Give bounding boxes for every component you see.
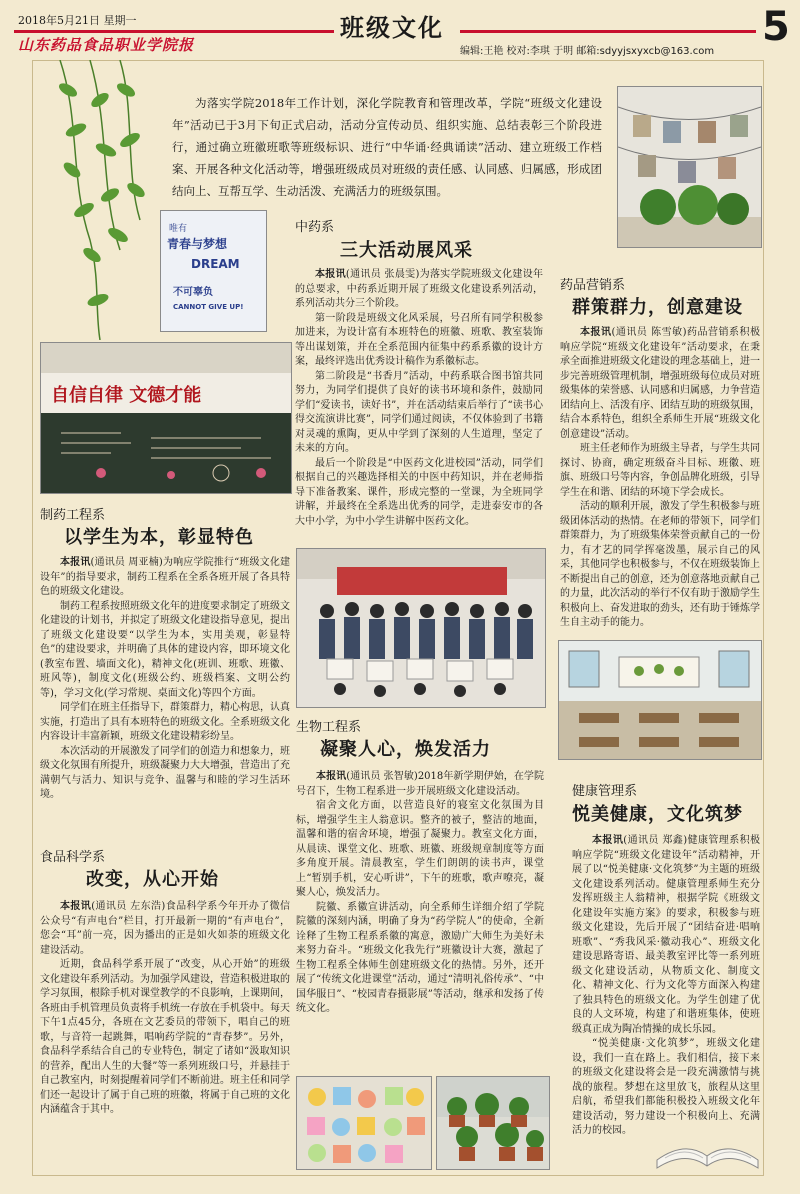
paragraph: 2018年新学期伊始，在学院号召下，生物工程系进一步开展班级文化建设活动。 <box>296 771 545 797</box>
reporter: (通讯员 周亚楠) <box>90 557 163 568</box>
paragraph: 班主任老师作为班级主导者，与学生共同探讨、协商，确定班级奋斗目标、班徽、班旗、班级口号等内容，争创品牌化班级，引导学生在和谐、团结的环境下学会成长。 <box>560 443 760 498</box>
article-zhongyao-headline: 三大活动展风采 <box>340 240 473 261</box>
article-shengwu-dept: 生物工程系 <box>296 720 362 735</box>
paragraph: 为落实学院班级文化建设年的总要求，中药系近期开展了班级文化建设系列活动，系列活动共分三个阶段。 <box>295 269 544 309</box>
article-shengwu-body <box>296 770 544 1017</box>
article-shipin-body <box>40 900 290 1118</box>
photo-dream-card <box>160 210 267 332</box>
byline: 本报讯 <box>60 557 91 568</box>
masthead-rule-right <box>460 30 756 33</box>
masthead-rule-left <box>14 30 334 33</box>
article-zhiyao-body <box>40 556 290 803</box>
paragraph: 活动的顺利开展，激发了学生积极参与班级团体活动的热情。在老师的带领下，同学们群策群力，为了班级集体荣誉贡献自己的一份力，有才艺的同学挥毫泼墨，展示自己的风采，其他同学也积极参与，不仅在班级装饰上不断提出自己的创意，还为创意落地贡献自己的力量，此次活动的举行不仅有助于激励学生积极向上、奋发进取的劲头，还有助于锤炼学生自主动手的能力。 <box>560 501 760 628</box>
article-shipin-headline: 改变，从心开始 <box>86 869 219 890</box>
intro-paragraph: 为落实学院2018年工作计划，深化学院教育和管理改革，学院“班级文化建设年”活动已于3月下旬正式启动，活动分宣传动员、组织实施、总结表彰三个阶段进行，通过确立班徽班歌等班级标识、进行“中华诵·经典诵读”活动、建立班级工作档案、开展各种文化活动等，增强班级成员对班级的责任感、认同感、归属感，形成团结向上、互帮互学、生动活泼、充满活力的班级氛围。 <box>172 96 602 198</box>
dream-line-4: 不可辜负 <box>173 287 213 298</box>
byline: 本报讯 <box>60 901 92 912</box>
photo-blackboard-banner <box>40 342 292 494</box>
article-zhongyao-dept: 中药系 <box>295 220 335 235</box>
dream-line-2: 青春与梦想 <box>167 237 228 251</box>
reporter: (通讯员 张晨雯) <box>345 269 420 280</box>
photo-group <box>296 548 546 708</box>
byline: 本报讯 <box>316 771 347 782</box>
reporter: (通讯员 郑鑫) <box>623 835 688 846</box>
page-number: 5 <box>762 4 790 50</box>
section-title: 班级文化 <box>340 13 444 42</box>
plant-icon <box>40 60 160 340</box>
article-shengwu-headline: 凝聚人心，焕发活力 <box>320 739 491 760</box>
article-zhiyao-dept: 制药工程系 <box>40 508 106 523</box>
byline: 本报讯 <box>315 269 346 280</box>
photo-potted-plants <box>436 1076 550 1170</box>
article-yaopin-dept: 药品营销系 <box>560 278 626 293</box>
article-jiankang-body <box>572 834 760 1139</box>
photo-hanging-pictures <box>617 86 762 248</box>
dream-line-1: 唯有 <box>169 224 188 234</box>
photo-wish-board <box>296 1076 432 1170</box>
book-decoration <box>655 1110 760 1172</box>
reporter: (通讯员 陈雪敏) <box>611 327 687 338</box>
article-yaopin-body <box>560 326 760 631</box>
article-jiankang-headline: 悦美健康，文化筑梦 <box>572 804 743 825</box>
hanging-plant-decoration <box>40 60 160 340</box>
reporter: (通讯员 张智敏) <box>346 771 418 782</box>
byline: 本报讯 <box>592 835 624 846</box>
paragraph: 宿舍文化方面，以营造良好的寝室文化氛围为目标，增强学生主人翁意识。整齐的被子，整洁的地面，温馨和谐的宿舍环境，增强了凝聚力。教室文化方面，从晨读、课堂文化、班歌、班徽、班级规章制度等方面多角度开展。清晨教室，学生们朗朗的读书声，课堂上“暂别手机，安心听讲”，下午的班歌，歌声嘹亮，凝聚人心，焕发活力。 <box>296 800 544 898</box>
dream-line-5: CANNOT GIVE UP! <box>173 303 244 311</box>
reporter: (通讯员 左东浩) <box>91 901 166 912</box>
editor-credits: 编辑:王艳 校对:李琪 于明 邮箱:sdyyjsxyxcb@163.com <box>460 46 715 57</box>
paragraph: 同学们在班主任指导下，群策群力，精心构思，认真实施，打造出了具有本班特色的班级文化。全系班级文化内容设计丰富新颖，班级文化建设精彩纷呈。 <box>40 702 290 742</box>
article-shipin-dept: 食品科学系 <box>40 850 106 865</box>
newspaper-name: 山东药品食品职业学院报 <box>18 36 195 54</box>
paragraph: 制药工程系按照班级文化年的进度要求制定了班级文化建设的计划书，并拟定了班级文化建设指导意见，提出了班级文化建设要“以学生为本，实用美观，彰显特色”的建设要求，并明确了具体的建设内容，即环境文化(教室布置、墙面文化)，精神文化(班训、班歌、班徽、班风等)，制度文化(班级公约、班级档案、文明公约等)，学习文化(学习常规、桌面文化)等四个方面。 <box>40 600 290 699</box>
paragraph: 第一阶段是班级文化风采展，号召所有同学积极参加进来，为设计富有本班特色的班徽、班歌、教室装饰等出谋划策，并在全系范围内征集中药系系徽的设计方案，最终评选出优秀设计稿作为系徽标志。 <box>295 312 543 367</box>
byline: 本报讯 <box>580 327 612 338</box>
dream-line-3: DREAM <box>191 257 240 271</box>
paragraph: “悦美健康·文化筑梦”，班级文化建设，我们一直在路上。我们相信，接下来的班级文化建设将会是一段充满激情与挑战的旅程。梦想在这里放飞，旅程从这里启航，希望我们都能积极投入班级文化年建设活动，努力建设一个积极向上、充满活力的校园。 <box>572 1038 760 1136</box>
photo-classroom <box>558 640 762 760</box>
paragraph: 食品科学系今年开办了微信公众号“有声电台”栏目，打开最新一期的“有声电台”，您会“耳”前一亮，因为播出的正是如火如荼的班级文化建设活动。 <box>40 901 291 956</box>
paragraph: 健康管理系积极响应学院“班级文化建设年”活动精神，开展了以“悦美健康·文化筑梦”为主题的班级文化建设系列活动。健康管理系师生充分发挥班级主人翁精神，根据学院《班级文化建设年实施方案》的要求，积极参与班级文化建设，先后开展了“团结奋进·唱响班歌”、“秀我风采·徽动我心”、班级文化建设思路寄语、最美教室评比等一系列班级文化建设活动，从物质文化、制度文化、精神文化、行为文化等方面深入构建了独具特色的班级文化。为学生创建了优良的人文环境，构建了和谐班集体，使班级真正成为陶冶情操的成长乐园。 <box>572 835 761 1035</box>
paragraph: 第二阶段是“书香月”活动，中药系联合图书馆共同努力，为同学们提供了良好的读书环境和条件，鼓励同学们“爱读书，读好书”，并在活动结束后举行了“读书心得交流演讲比赛”，同学们通过阅读，不仅体验到了书籍对灵魂的熏陶，更从中学到了深刻的人生道理，坚定了未来的方向。 <box>295 370 543 454</box>
paragraph: 本次活动的开展激发了同学们的创造力和想象力，班级文化氛围有所提升，班级凝聚力大大增强，营造出了充满朝气与活力、知识与竞争、温馨与和睦的学习生活环境。 <box>40 745 290 800</box>
article-yaopin-headline: 群策群力，创意建设 <box>572 297 743 318</box>
article-zhiyao-headline: 以学生为本，彰显特色 <box>64 527 254 548</box>
article-jiankang-dept: 健康管理系 <box>572 784 638 799</box>
paragraph: 院徽、系徽宣讲活动，向全系师生详细介绍了学院院徽的深刻内涵，明确了身为“药学院人”的使命，全新诠释了生物工程系系徽的寓意，激励广大师生为美好未来努力奋斗。“班级文化我先行”班徽设计大赛，激起了生物工程系全体师生创建班级文化的热情。另外，还开展了“传统文化进课堂”活动，通过“清明礼俗传承”、“中国华服日”、“校园青春摄影展”等活动，继承和发扬了传统文化。 <box>296 901 544 1014</box>
article-zhongyao-body <box>295 268 543 529</box>
open-book-icon <box>655 1110 760 1172</box>
paragraph: 为响应学院推行“班级文化建设年”的指导要求，制药工程系在全系各班开展了各具特色的班级文化建设。 <box>40 557 291 597</box>
paragraph: 最后一个阶段是“中医药文化进校园”活动，同学们根据自己的兴趣选择相关的中医中药知识，并在老师指导下准备教案、课件，形成完整的一堂课，为全班同学讲解，并最终在全系选出优秀的同学，走进泰安市的各大中小学，为中小学生讲解中医药文化。 <box>295 457 543 527</box>
issue-date: 2018年5月21日 星期一 <box>18 14 137 27</box>
paragraph: 近期，食品科学系开展了“改变，从心开始”的班级文化建设年系列活动。为加强学风建设，营造积极进取的学习氛围，根除手机对课堂教学的不良影响，上课期间，各班由手机管理员负责将手机统一存放在手机袋中。每天下午1点45分，各班在文艺委员的带领下，唱自己的班歌，与音符一起跳舞，唱响药学院的“青春梦”。另外，食品科学系结合自己的专业特色，制定了诸如“汲取知识的营养，配出人生的大餐”等一系列班级口号，并悬挂于自己教室内，时刻提醒着同学们不断前进。班主任和同学们还一起设计了属于自己班的班徽，将属于自己班的文化内涵蕴含于其中。 <box>40 959 290 1115</box>
paragraph: 药品营销系积极响应学院“班级文化建设年”活动要求，在秉承全面推进班级文化建设的理念基础上，进一步完善班级管理机制，增强班级每位成员对班级集体的荣誉感、认同感和归属感，力争营造团结向上、活泼有序、团结互助的班级氛围，结合本系特色，组织全系师生开展“班级文化创意建设”活动。 <box>560 327 761 440</box>
banner-text: 自信自律 文德才能 <box>51 385 202 406</box>
